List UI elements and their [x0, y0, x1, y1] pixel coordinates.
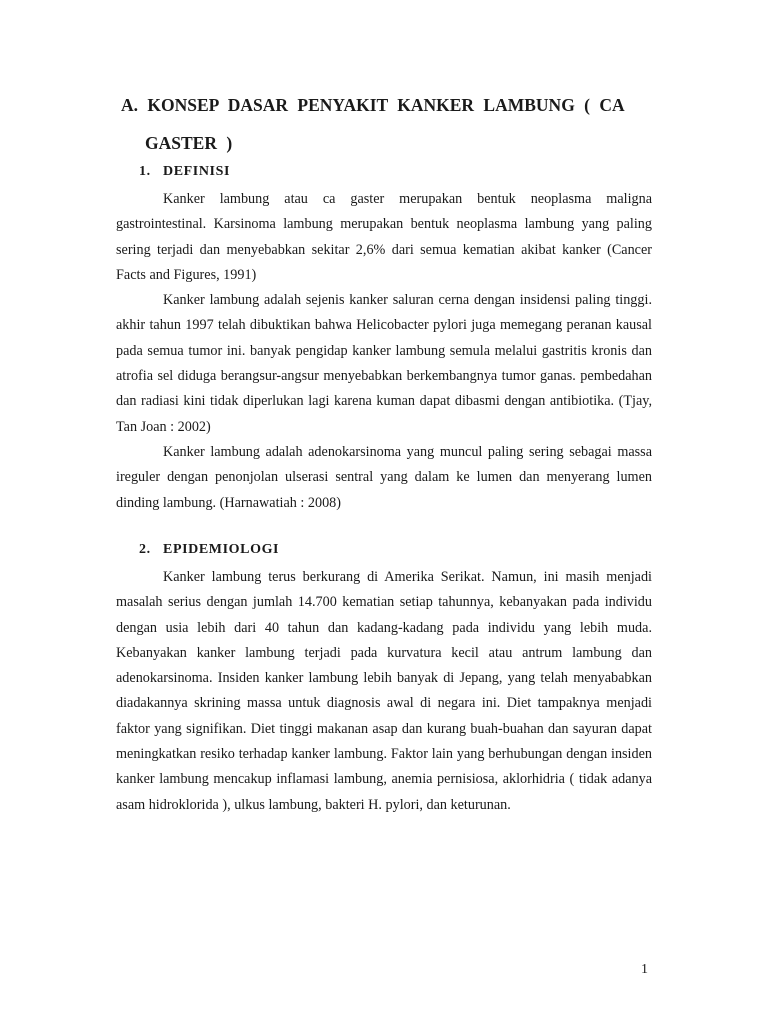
paragraph: Kanker lambung terus berkurang di Amerika Serikat. Namun, ini masih menjadi masalah serius dengan jumlah 14.700 kematian setiap tahunnya, kebanyakan pada individu dengan usia lebih dari 40 tahun dan kadang-kadang pada individu yang lebih muda. Kebanyakan kanker lambung terjadi pada kurvatura kecil atau antrum lambung dan adenokarsinoma. Insiden kanker lambung lebih banyak di Jepang, yang telah menyababkan diadakannya skrining massa untuk diagnosis awal di negara ini. Diet tampaknya menjadi faktor yang signifikan. Diet tinggi makanan asap dan kurang buah-buahan dan sayuran dapat meningkatkan resiko terhadap kanker lambung. Faktor lain yang berhubungan dengan insiden kanker lambung mencakup inflamasi lambung, anemia pernisiosa, aklorhidria ( tidak adanya asam hidroklorida ), ulkus lambung, bakteri H. pylori, dan keturunan. — [116, 569, 652, 813]
section-body-epidemiologi — [116, 565, 652, 818]
section-number: 1. — [139, 164, 151, 179]
section-title-text: EPIDEMIOLOGI — [163, 542, 280, 557]
paragraph: Kanker lambung adalah sejenis kanker saluran cerna dengan insidensi paling tinggi. akhir tahun 1997 telah dibuktikan bahwa Helicobacter pylori juga memegang peranan kausal pada semua tumor ini. banyak pengidap kanker lambung semula melalui gastritis kronis dan atrofia sel diduga berangsur-angsur menyebabkan berkembangnya tumor ganas. pembedahan dan radiasi kini tidak diperlukan lagi karena kuman dapat dibasmi dengan antibiotika. (Tjay, Tan Joan : 2002) — [116, 292, 652, 435]
paragraph: Kanker lambung adalah adenokarsinoma yang muncul paling sering sebagai massa ireguler dengan penonjolan ulserasi sentral yang dalam ke lumen dan menyerang lumen dinding lambung. (Harnawatiah : 2008) — [116, 443, 652, 511]
section-body-definisi — [116, 187, 652, 516]
heading-line-1: A. KONSEP DASAR PENYAKIT KANKER LAMBUNG ( CA — [121, 95, 625, 115]
heading-line-2: GASTER ) — [145, 133, 233, 153]
section-number: 2. — [139, 542, 151, 557]
page-number: 1 — [641, 962, 648, 977]
document-heading — [121, 86, 653, 162]
paragraph: Kanker lambung atau ca gaster merupakan bentuk neoplasma maligna gastrointestinal. Karsinoma lambung merupakan bentuk neoplasma lambung yang paling sering terjadi dan menyebabkan sekitar 2,6% dari semua kematian akibat kanker (Cancer Facts and Figures, 1991) — [116, 191, 652, 283]
section-title-text: DEFINISI — [163, 164, 231, 179]
section-title-epidemiologi — [139, 542, 279, 558]
section-title-definisi — [139, 164, 230, 180]
